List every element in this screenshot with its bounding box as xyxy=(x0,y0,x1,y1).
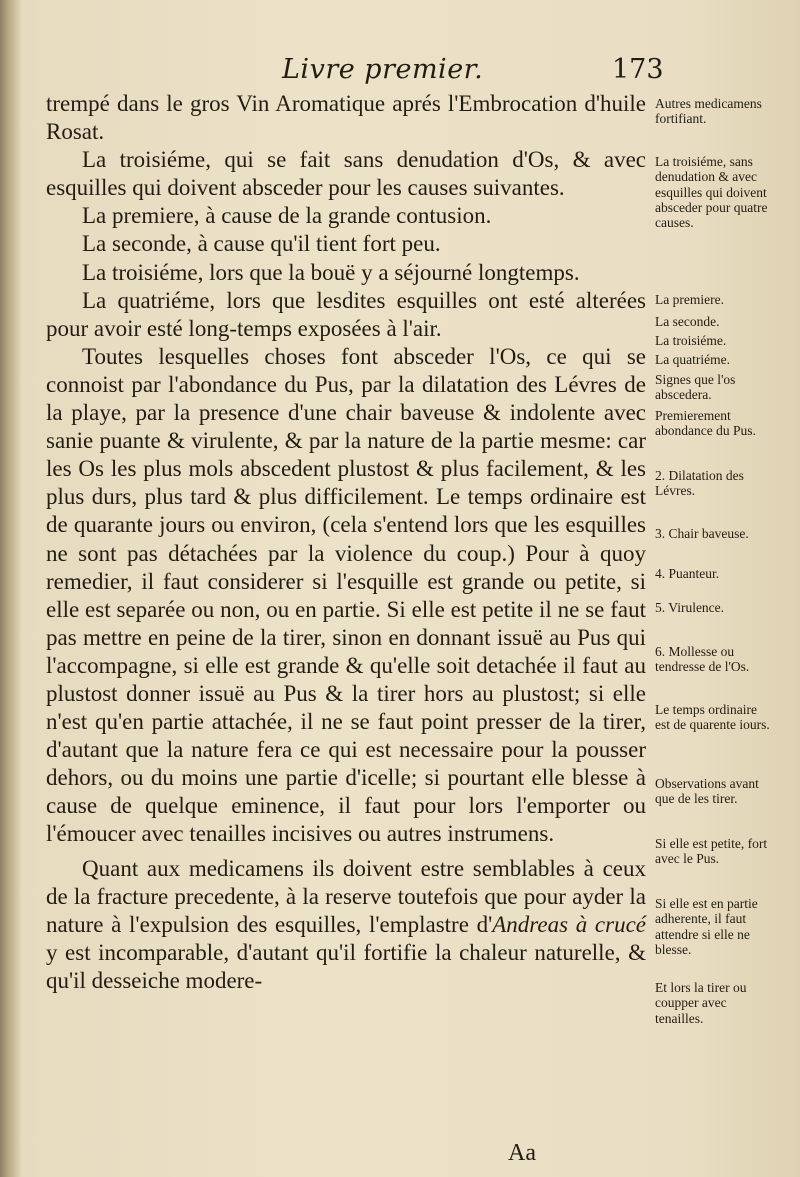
margin-note: 6. Mollesse ou tendresse de l'Os. xyxy=(655,644,750,675)
margin-note: La premiere. xyxy=(655,292,724,307)
margin-note: La troisiéme, sans denudation & avec esquilles qui doivent absceder pour quatre causes. xyxy=(655,154,768,231)
paragraph-8-part-b: y est incomparable, d'autant qu'il fortifie la chaleur naturelle, & qu'il desseiche modere- xyxy=(46,939,646,993)
margin-note: 3. Chair baveuse. xyxy=(655,526,749,541)
page-number: 173 xyxy=(612,54,664,85)
paragraph-1: trempé dans le gros Vin Aromatique aprés l'Embrocation d'huile Rosat. xyxy=(46,91,646,145)
signature-mark: Aa xyxy=(508,1140,536,1166)
paragraph-8-italic: Andreas à crucé xyxy=(492,911,646,937)
margin-note: Observations avant que de les tirer. xyxy=(655,776,759,807)
paragraph-5: La troisiéme, lors que la bouë y a séjourné longtemps. xyxy=(82,259,580,285)
margin-note: La seconde. xyxy=(655,314,720,329)
margin-note: Si elle est petite, fort avec le Pus. xyxy=(655,836,768,867)
running-head: Livre premier. xyxy=(282,54,484,85)
margin-note: 2. Dilatation des Lévres. xyxy=(655,468,744,499)
page-spine-shadow xyxy=(0,0,22,1177)
paragraph-7: Toutes lesquelles choses font absceder l'Os, ce qui se connoist par l'abondance du Pus, par la dilatation des Lévres de la playe, par la presence d'une chair baveuse & indolente avec sanie puante & virulente, & par la nature de la partie mesme: car les Os les plus mols abscedent plustost & plus facilement, & les plus durs, plus tard & plus difficilement. Le temps ordinaire est de quarante jours ou environ, (cela s'entend lors que les esquilles ne sont pas détachées par la violence du coup.) Pour à quoy remedier, il faut considerer si l'esquille est grande ou petite, si elle est separée ou non, ou en partie. Si elle est petite il ne se faut pas mettre en peine de la tirer, sinon en donnant issuë au Pus qui l'accompagne, si elle est grande & qu'elle soit detachée il faut au plustost donner issuë au Pus & la tirer hors au plustost; si elle n'est qu'en partie attachée, il ne se faut point presser de la tirer, d'autant que la nature fera ce qui est necessaire pour la pousser dehors, ou du moins une partie d'icelle; si pourtant elle blesse à cause de quelque eminence, il faut pour lors l'emporter ou l'émoucer avec tenailles incisives ou autres instrumens. xyxy=(46,343,646,847)
paragraph-8-part-a: Quant aux medicamens ils doivent estre semblables à ceux de la fracture precedente, à la reserve toutefois que pour ayder la nature à l'expulsion des esquilles, l'emplastre d' xyxy=(46,855,646,937)
margin-note: Si elle est en partie adherente, il faut attendre si elle ne blesse. xyxy=(655,896,758,957)
margin-note: Et lors la tirer ou coupper avec tenailles. xyxy=(655,980,747,1026)
margin-note: Autres medicamens fortifiant. xyxy=(655,96,762,127)
paragraph-6: La quatriéme, lors que lesdites esquilles ont esté alterées pour avoir esté long-temps exposées à l'air. xyxy=(46,287,646,341)
margin-note: 5. Virulence. xyxy=(655,600,725,615)
margin-note: Premierement abondance du Pus. xyxy=(655,408,756,439)
margin-note: La quatriéme. xyxy=(655,352,730,367)
paragraph-8 xyxy=(46,855,646,995)
margin-note: 4. Puanteur. xyxy=(655,566,720,581)
main-text xyxy=(46,90,646,995)
margin-note: Signes que l'os abscedera. xyxy=(655,372,736,403)
paragraph-3: La premiere, à cause de la grande contusion. xyxy=(82,203,492,229)
paragraph-4: La seconde, à cause qu'il tient fort peu. xyxy=(82,231,441,257)
page-header xyxy=(0,48,800,88)
margin-note: Le temps ordinaire est de quarente iours. xyxy=(655,702,770,733)
paragraph-2: La troisiéme, qui se fait sans denudation d'Os, & avec esquilles qui doivent absceder pour les causes suivantes. xyxy=(46,147,646,201)
margin-note: La troisiéme. xyxy=(655,333,727,348)
